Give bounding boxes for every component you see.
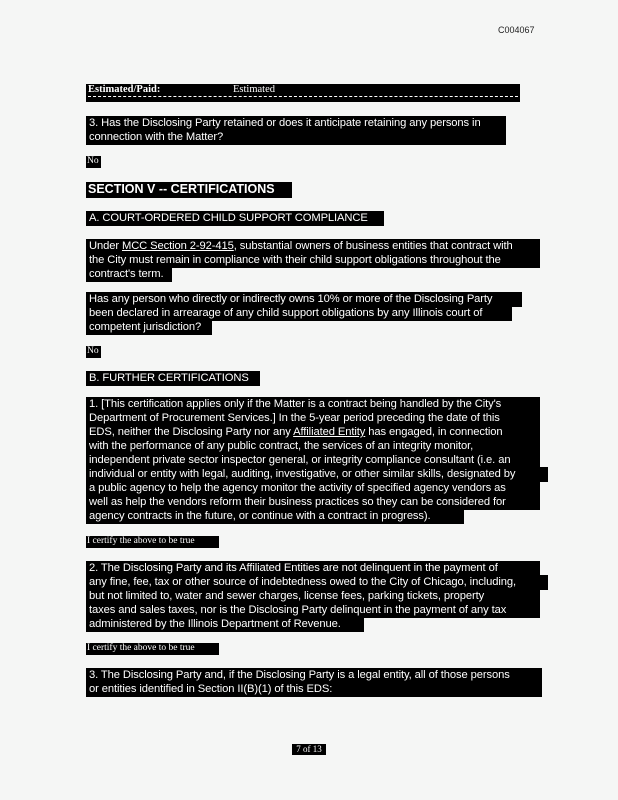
document-id: C004067 xyxy=(498,25,535,35)
page-number: 7 of 13 xyxy=(292,744,326,755)
cert-1-line-7: a public agency to help the agency monitor the activity of specified agency vendors as xyxy=(86,481,540,496)
cert-2-line-1: 2. The Disclosing Party and its Affiliated Entities are not delinquent in the payment of xyxy=(86,561,540,576)
child-support-question-line-1: Has any person who directly or indirectly owns 10% or more of the Disclosing Party xyxy=(86,292,522,307)
section-5-title: SECTION V -- CERTIFICATIONS xyxy=(86,182,292,198)
question-3-line-1: 3. Has the Disclosing Party retained or does it anticipate retaining any persons in xyxy=(86,116,506,131)
dashed-divider xyxy=(88,96,518,97)
mcc-paragraph-line-2: the City must remain in compliance with their child support obligations throughout the xyxy=(86,253,540,268)
mcc-paragraph-line-1 xyxy=(86,239,540,254)
cert-2-line-4: taxes and sales taxes, nor is the Disclosing Party delinquent in the payment of any tax xyxy=(86,603,540,618)
mcc-text-pre: Under xyxy=(89,240,122,252)
certify-checkbox-label-2[interactable]: I certify the above to be true xyxy=(86,643,219,655)
cert-2-line-3: but not limited to, water and sewer charges, license fees, parking tickets, property xyxy=(86,589,540,604)
affiliated-entity-link[interactable]: Affiliated Entity xyxy=(293,426,366,438)
cert-1-line-5: independent private sector inspector general, or integrity compliance consultant (i.e. an xyxy=(86,453,540,468)
answer-no-1: No xyxy=(86,156,101,168)
estimated-paid-value: Estimated xyxy=(233,84,275,95)
cert-1-line-8: well as help the vendors reform their business practices so they can be considered for xyxy=(86,495,540,510)
estimated-paid-label: Estimated/Paid: xyxy=(88,84,161,95)
cert-3-line-1: 3. The Disclosing Party and, if the Disclosing Party is a legal entity, all of those persons xyxy=(86,668,542,683)
mcc-section-link[interactable]: MCC Section 2-92-415 xyxy=(121,240,234,252)
cert-1-line-3 xyxy=(86,425,540,440)
cert-1-line-2: Department of Procurement Services.] In the 5-year period preceding the date of this xyxy=(86,411,540,426)
question-3-line-2: connection with the Matter? xyxy=(86,130,506,145)
cert-1-line-9: agency contracts in the future, or continue with a contract in progress). xyxy=(86,509,464,524)
cert-1-text-post: has engaged, in connection xyxy=(365,426,503,438)
mcc-text-post: , substantial owners of business entities that contract with xyxy=(233,240,513,252)
answer-no-2: No xyxy=(86,346,101,358)
cert-3-line-2: or entities identified in Section II(B)(1) of this EDS: xyxy=(86,682,542,697)
cert-1-text-pre: EDS, neither the Disclosing Party nor any xyxy=(89,426,294,438)
cert-1-line-1: 1. [This certification applies only if the Matter is a contract being handled by the City's xyxy=(86,397,540,412)
child-support-question-line-2: been declared in arrearage of any child support obligations by any Illinois court of xyxy=(86,306,512,321)
certify-checkbox-label-1[interactable]: I certify the above to be true xyxy=(86,536,219,548)
cert-2-line-5: administered by the Illinois Department of Revenue. xyxy=(86,617,364,632)
section-b-title: B. FURTHER CERTIFICATIONS xyxy=(86,371,260,386)
mcc-paragraph-line-3: contract's term. xyxy=(86,267,172,282)
section-a-title: A. COURT-ORDERED CHILD SUPPORT COMPLIANCE xyxy=(86,211,384,226)
cert-1-line-4: with the performance of any public contract, the services of an integrity monitor, xyxy=(86,439,540,454)
cert-1-line-6: individual or entity with legal, auditing, investigative, or other similar skills, designated by xyxy=(86,467,548,482)
cert-2-line-2: any fine, fee, tax or other source of indebtedness owed to the City of Chicago, including, xyxy=(86,575,548,590)
child-support-question-line-3: competent jurisdiction? xyxy=(86,320,212,335)
